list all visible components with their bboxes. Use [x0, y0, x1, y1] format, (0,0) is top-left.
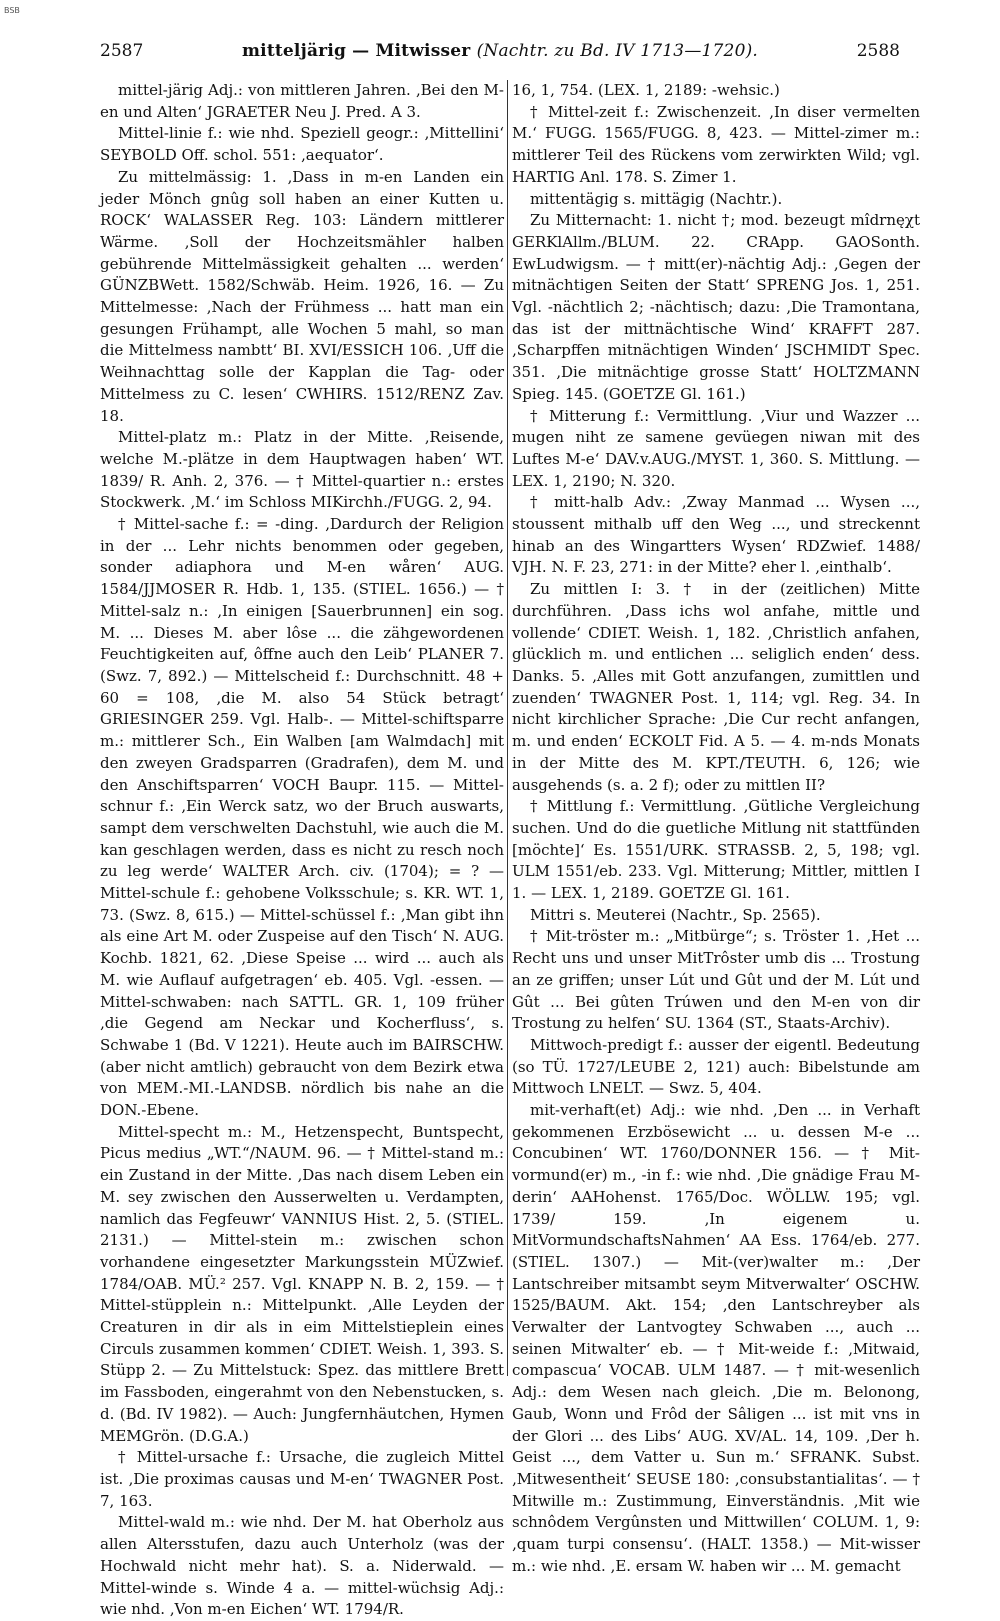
entry-mittelmaessig: Zu mittelmässig: 1. ‚Dass in m-en Landen ein jeder Mönch gnûg soll haben an einer Kutten u. ROCK‘ WALASSER Reg. 103: Ländern mittlerer Wärme. ‚Soll der Hochzeitsmähler halben gebührende Mittelmässigkeit gehalten ... werden‘ GÜNZBWett. 1582/Schwäb. Heim. 1926, 16. — Zu Mittelmesse: ‚Nach der Frühmess ... hatt man ein gesungen Frühampt, alle Wochen 5 mahl, so man die Mittelmess nambtt‘ BI. XVI/ESSICH 106. ‚Uff die Weihnachttag solle der Kapplan die Tag- oder Mittelmess zu C. lesen‘ CWHIRS. 1512/RENZ Zav. 18. — [100, 167, 504, 425]
entry-mittri: Mittri s. Meuterei (Nachtr., Sp. 2565). — [530, 905, 821, 924]
page-number-left: 2587 — [100, 41, 144, 61]
entry-mittentaegig: mittentägig s. mittägig (Nachtr.). — [530, 189, 783, 208]
title-range: mitteljärig — Mitwisser — [241, 41, 471, 61]
entry-mittel-wald: Mittel-wald m.: wie nhd. Der M. hat Oberholz aus allen Altersstufen, dazu auch Unterholz (was der Hochwald nicht mehr hat). S. a. Niderwald. — Mittel-winde s. Winde 4 a. — mittel-wüchsig Adj.: wie nhd. ‚Von m-en Eichen‘ WT. 1794/R. — [100, 1513, 504, 1619]
entry-mittwoch-predigt: Mittwoch-predigt f.: ausser der eigentl. Bedeutung (so TÜ. 1727/LEUBE 2, 121) auch: Bibelstunde am Mittwoch LNELT. — Swz. 5, 404. — [512, 1035, 920, 1098]
running-header — [100, 36, 900, 66]
page-number-right: 2588 — [856, 41, 900, 61]
left-column — [100, 80, 504, 1621]
entry-mittel-sache: † Mittel-sache f.: = -ding. ‚Dardurch der Religion in der ... Lehr nichts benommen oder gegeben, sonder adiaphora und M-en wåren‘ AUG. 1584/JJMOSER R. Hdb. 1, 135. (STIEL. 1656.) — † Mittel-salz n.: ‚In einigen [Sauerbrunnen] ein sog. M. ... Dieses M. aber lôse ... die zähgewordenen Feuchtigkeiten auf, ôffne auch den Leib‘ PLANER 7. (Swz. 7, 892.) — Mittelscheid f.: Durchschnitt. 48 + 60 = 108, ‚die M. also 54 Stück betragt‘ GRIESINGER 259. Vgl. Halb-. — Mittel-schiftsparre m.: mittlerer Sch., Ein Walben [am Walmdach] mit den zweyen Gradsparren (Gradrafen), dem M. und den Anschiftsparren‘ VOCH Baupr. 115. — Mittel-schnur f.: ‚Ein Werck satz, wo der Bruch auswarts, sampt dem verschwelten Dachstuhl, wie auch die M. kan geschlagen werden, dass es nicht zu resch noch zu leg werde‘ WALTER Arch. civ. (1704); = ? — Mittel-schule f.: gehobene Volksschule; s. KR. WT. 1, 73. (Swz. 8, 615.) — Mittel-schüssel f.: ‚Man gibt ihn als eine Art M. oder Zuspeise auf den Tisch‘ N. AUG. Kochb. 1821, 62. ‚Diese Speise ... wird ... auch als M. wie Auflauf aufgetragen‘ eb. 405. Vgl. -essen. — Mittel-schwaben: nach SATTL. GR. 1, 109 früher ‚die Gegend am Neckar und Kocherfluss‘, s. Schwabe 1 (Bd. V 1221). Heute auch im BAIRSCHW. (aber nicht amtlich) gebraucht von dem Bezirk etwa von MEM.-MI.-LANDSB. nördlich bis nahe an die DON.-Ebene. — [100, 515, 504, 1120]
entry-mittel-linie: Mittel-linie f.: wie nhd. Speziell geogr.: ‚Mittellini‘ SEYBOLD Off. schol. 551: ‚aequator‘. — [100, 124, 504, 165]
entry-mittel-zeit: † Mittel-zeit f.: Zwischenzeit. ‚In diser vermelten M.‘ FUGG. 1565/FUGG. 8, 423. — Mittel-zimer m.: mittlerer Teil des Rückens vom zerwirkten Wild; vgl. HARTIG Anl. 178. S. Zimer 1. — [512, 102, 920, 186]
entry-mittlung: † Mittlung f.: Vermittlung. ‚Gütliche Vergleichung suchen. Und do die guetliche Mitlung nit stattfünden [möchte]‘ Es. 1551/URK. STRASSB. 2, 5, 198; vgl. ULM 1551/eb. 233. Vgl. Mitterung; Mittler, mittlen I 1. — LEX. 1, 2189. GOETZE Gl. 161. — [512, 797, 920, 903]
entry-mittel-platz: Mittel-platz m.: Platz in der Mitte. ‚Reisende, welche M.-plätze in dem Hauptwagen haben‘ WT. 1839/ R. Anh. 2, 376. — † Mittel-quartier n.: erstes Stockwerk. ‚M.‘ im Schloss MIKirchh./FUGG. 2, 94. — [100, 428, 504, 512]
right-column — [512, 80, 920, 1578]
column-divider — [507, 80, 508, 1376]
entry-mitt-halb: † mitt-halb Adv.: ‚Zway Manmad ... Wysen ..., stoussent mithalb uff den Weg ..., und streckennt hinab an des Wingartters Wysen‘ RDZwief. 1488/ VJH. N. F. 23, 271: in der Mitte? eher l. ‚einthalb‘. — [512, 493, 920, 577]
entry-mit-troester: † Mit-tröster m.: „Mitbürge“; s. Tröster 1. ‚Het ... Recht uns und unser MitTrôster umb dis ... Trostung an ze griffen; unser Lút und Gût und der M. Lút und Gût ... Bei gûten Trúwen und den M-en von dir Trostung zu helfen‘ SU. 1364 (ST., Staats-Archiv). — [512, 927, 920, 1033]
entry-continuation: 16, 1, 754. (LEX. 1, 2189: -wehsic.) — [512, 81, 780, 99]
entry-mittel-jaerig: mittel-järig Adj.: von mittleren Jahren. ‚Bei den M-en und Alten‘ JGRAETER Neu J. Pred. A 3. — [100, 81, 504, 121]
entry-mit-verhaft: mit-verhaft(et) Adj.: wie nhd. ‚Den ... in Verhaft gekommenen Erzbösewicht ... u. dessen M-e ... Concubinen‘ WT. 1760/DONNER 156. — † Mit-vormund(er) m., -in f.: wie nhd. ‚Die gnädige Frau M-derin‘ AAHohenst. 1765/Doc. WÖLLW. 195; vgl. 1739/ 159. ‚In eigenem u. MitVormundschaftsNahmen‘ AA Ess. 1764/eb. 277. (STIEL. 1307.) — Mit-(ver)walter m.: ‚Der Lantschreiber mitsambt seym Mitverwalter‘ OSCHW. 1525/BAUM. Akt. 154; ‚den Lantschreyber als Verwalter der Lantvogtey Schwaben ..., auch ... seinen Mitwalter‘ eb. — † Mit-weide f.: ‚Mitwaid, compascua‘ VOCAB. ULM 1487. — † mit-wesenlich Adj.: dem Wesen nach gleich. ‚Die m. Belonong, Gaub, Wonn und Frôd der Sâligen ... ist mit vns in der Glori ... des Libs‘ AUG. XV/AL. 14, 109. ‚Der h. Geist ..., dem Vatter u. Sun m.‘ SFRANK. Subst. ‚Mitwesentheit‘ SEUSE 180: ‚consubstantialitas‘. — † Mitwille m.: Zustimmung, Einverständnis. ‚Mit wie schnôdem Vergûnsten und Mittwillen‘ COLUM. 1, 9: ‚quam turpi consensu‘. (HALT. 1358.) — Mit-wisser m.: wie nhd. ‚E. ersam W. haben wir ... M. gemacht — [512, 1101, 920, 1575]
entry-mittel-ursache: † Mittel-ursache f.: Ursache, die zugleich Mittel ist. ‚Die proximas causas und M-en‘ TWAGNER Post. 7, 163. — [100, 1448, 504, 1510]
entry-mitterung: † Mitterung f.: Vermittlung. ‚Viur und Wazzer ... mugen niht ze samene gevüegen niwan mit des Luftes M-e‘ DAV.v.AUG./MYST. 1, 360. S. Mittlung. — LEX. 1, 2190; N. 320. — [512, 406, 920, 490]
title-note: (Nachtr. zu Bd. IV 1713—1720). — [476, 41, 759, 61]
entry-mittlen: Zu mittlen I: 3. † in der (zeitlichen) Mitte durchführen. ‚Dass ichs wol anfahe, mittle und vollende‘ CDIET. Weish. 1, 182. ‚Christlich anfahen, glücklich m. und entlichen ... seliglich enden‘ dess. Danks. 5. ‚Alles mit Gott anzufangen, zumittlen und zuenden‘ TWAGNER Post. 1, 114; vgl. Reg. 34. In nicht kirchlicher Sprache: ‚Die Cur recht anfangen, m. und enden‘ ECKOLT Fid. A 5. — 4. m-nds Monats in der Mitte des M. KPT./TEUTH. 6, 126; wie ausgehends (s. a. 2 f); oder zu mittlen II? — [512, 580, 920, 794]
running-title — [100, 36, 900, 66]
library-stamp: BSB — [4, 6, 20, 15]
entry-mitternacht: Zu Mitternacht: 1. nicht †; mod. bezeugt mîdrnęχt GERKlAllm./BLUM. 22. CRApp. GAOSonth. EwLudwigsm. — † mitt(er)-nächtig Adj.: ‚Gegen der mitnächtigen Seiten der Statt‘ SPRENG Jos. 1, 251. Vgl. -nächtlich 2; -nächtisch; dazu: ‚Die Tramontana, das ist der mittnächtische Wind‘ KRAFFT 287. ‚Scharpffen mitnächtigen Winden‘ JSCHMIDT Spec. 351. ‚Die mitnächtige grosse Statt‘ HOLTZMANN Spieg. 145. (GOETZE Gl. 161.) — [512, 211, 920, 403]
entry-mittel-specht: Mittel-specht m.: M., Hetzenspecht, Buntspecht, Picus medius „WT.“/NAUM. 96. — † Mittel-stand m.: ein Zustand in der Mitte. ‚Das nach disem Leben ein M. sey zwischen den Ausserwelten u. Verdampten, namlich das Fegfeuwr‘ VANNIUS Hist. 2, 5. (STIEL. 2131.) — Mittel-stein m.: zwischen schon vorhandene eingesetzter Markungsstein MÜZwief. 1784/OAB. MÜ.² 257. Vgl. KNAPP N. B. 2, 159. — † Mittel-stüpplein n.: Mittelpunkt. ‚Alle Leyden der Creaturen in dir als in eim Mittelstieplein eines Circuls zusammen kommen‘ CDIET. Weish. 1, 393. S. Stüpp 2. — Zu Mittelstuck: Spez. das mittlere Brett im Fassboden, eingerahmt von den Nebenstucken, s. d. (Bd. IV 1982). — Auch: Jungfernhäutchen, Hymen MEMGrön. (D.G.A.) — [100, 1122, 504, 1445]
